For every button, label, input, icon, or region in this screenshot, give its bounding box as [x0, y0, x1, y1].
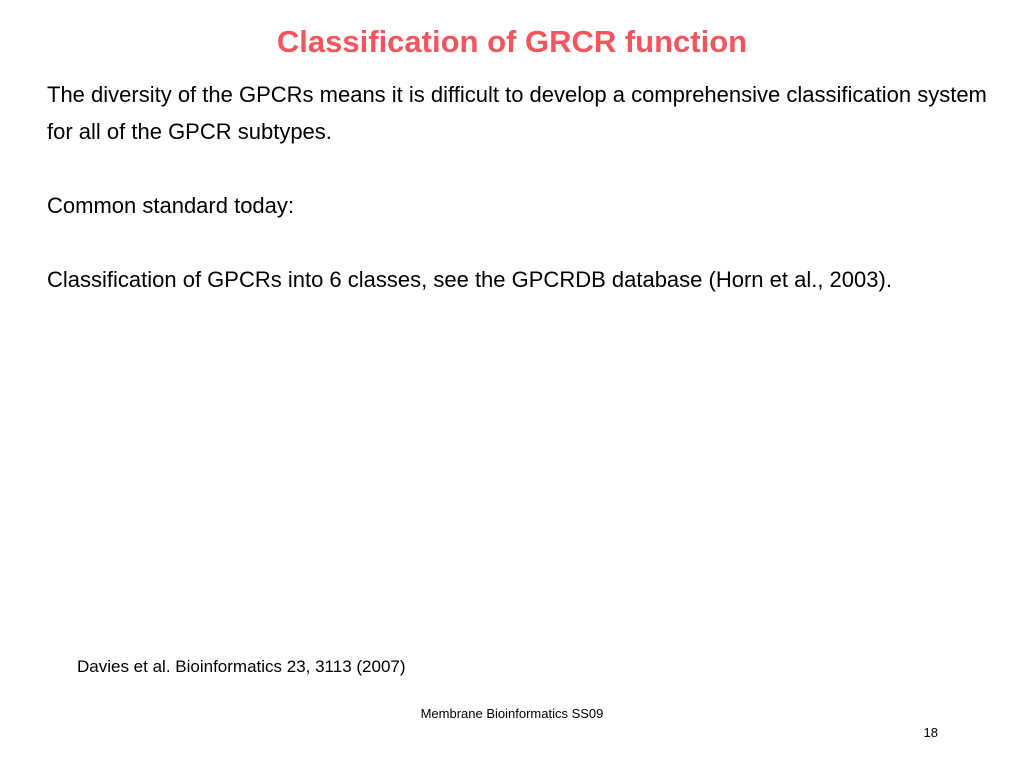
paragraph-diversity: The diversity of the GPCRs means it is difficult to develop a comprehensive classification system for all of the GPCR subtypes. [47, 82, 987, 144]
paragraph-spacer [47, 224, 987, 261]
slide-title: Classification of GRCR function [276, 24, 748, 59]
paragraph-common-standard: Common standard today: [47, 193, 295, 218]
paragraph-spacer [47, 150, 987, 187]
slide-body [47, 76, 987, 298]
footer-course-name: Membrane Bioinformatics SS09 [420, 706, 604, 721]
citation: Davies et al. Bioinformatics 23, 3113 (2007) [77, 657, 406, 676]
paragraph-classification: Classification of GPCRs into 6 classes, see the GPCRDB database (Horn et al., 2003). [47, 267, 892, 292]
page-number: 18 [923, 725, 938, 740]
